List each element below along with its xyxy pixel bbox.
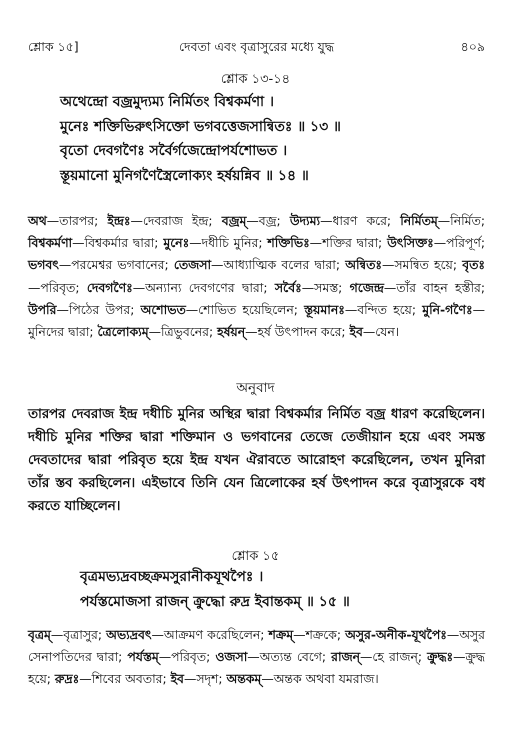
synonym-dash: — [433, 235, 447, 251]
page-number: ৪০৯ [460, 39, 485, 54]
synonym-meaning: নির্মিত; [450, 213, 485, 228]
synonym-meaning: হে রাজন্; [372, 649, 428, 665]
synonym-meaning: বৃত্রাসুর; [63, 627, 107, 642]
synonym-meaning: দধীচি মুনির; [201, 235, 268, 251]
synonym-dash: — [320, 213, 333, 228]
synonym-dash: — [151, 627, 164, 642]
synonym-term: নির্মিতম্ [400, 213, 438, 228]
synonym-dash: — [58, 257, 72, 273]
synonym-meaning: দেবরাজ ইন্দ্র; [142, 213, 222, 228]
synonym-meaning: আক্রমণ করেছিলেন; [163, 627, 269, 642]
synonym-dash: — [245, 324, 258, 340]
synonym-term: বজ্রম্ [221, 213, 247, 228]
synonym-term: স্তূয়মানঃ [304, 301, 345, 317]
synonym-term: অথ [28, 213, 47, 228]
shloka-15-verse [80, 565, 481, 614]
synonym-meaning: ক্রুদ্ধ হয়ে; [28, 649, 485, 687]
synonym-term: মুনি-গণৈঃ [422, 301, 473, 317]
synonym-term: অন্বিতঃ [345, 257, 382, 273]
synonym-term: হর্ষয়ন্ [217, 324, 246, 340]
synonym-meaning: সমন্বিত হয়ে; [394, 257, 463, 273]
synonym-meaning: শোভিত হয়েছিলেন; [198, 301, 305, 317]
shloka-13-14-label: শ্লোক ১৩-১৪ [220, 72, 291, 87]
running-header [28, 40, 485, 58]
synonym-dash: — [183, 671, 197, 687]
synonym-dash: — [381, 257, 395, 273]
synonym-term: তেজসা [173, 257, 212, 273]
synonym-meaning: ধারণ করে; [332, 213, 401, 228]
synonym-meaning: অসুর সেনাপতিদের দ্বারা; [28, 627, 485, 665]
synonym-dash: — [472, 301, 485, 317]
synonym-dash: — [211, 257, 224, 273]
synonym-meaning: পরিবৃত; [40, 279, 87, 295]
synonym-meaning: বিশ্বকর্মার দ্বারা; [84, 235, 164, 251]
synonym-dash: — [132, 279, 146, 295]
synonym-term: ইব [349, 324, 363, 340]
synonym-term: গজেন্দ্র [349, 279, 384, 295]
synonym-meaning: ত্রিভুবনের; [161, 324, 218, 340]
synonym-dash: — [453, 649, 466, 665]
synonym-dash: — [247, 649, 260, 665]
header-chapter-title: দেবতা এবং বৃত্রাসুরের মধ্যে যুদ্ধ [178, 39, 335, 54]
synonym-dash: — [446, 627, 460, 642]
synonym-term: ওজসা [215, 649, 248, 665]
synonym-term: শক্তিভিঃ [267, 235, 310, 251]
synonym-dash: — [362, 324, 376, 340]
synonym-dash: — [360, 649, 373, 665]
synonym-term: ইব [170, 671, 184, 687]
synonym-dash: — [72, 235, 85, 251]
synonym-term: দেবগণৈঃ [86, 279, 133, 295]
synonym-meaning: পিঠের উপর; [68, 301, 141, 317]
synonym-meaning: অন্তক অথবা যমরাজ। [273, 671, 379, 687]
synonym-meaning: হর্ষ উৎপাদন করে; [257, 324, 350, 340]
synonym-term: রাজন্ [331, 649, 361, 665]
synonym-meaning: তাঁর বাহন হস্তীর; [396, 279, 485, 295]
synonym-dash: — [344, 301, 358, 317]
synonym-term: শক্রম্ [268, 627, 294, 642]
shloka-15-synonyms [28, 624, 485, 691]
synonym-meaning: তারপর; [59, 213, 108, 228]
synonym-term: অসুর-অনীক-যূথপৈঃ [345, 627, 447, 642]
synonym-meaning: বজ্র; [258, 213, 290, 228]
verse-line: বৃতো দেবগণৈঃ সর্বৈর্গজেন্দ্রোপর্যশোভত । [60, 143, 288, 159]
synonym-meaning: অত্যন্ত বেগে; [259, 649, 332, 665]
synonym-dash: — [28, 279, 41, 295]
synonym-term: মুনেঃ [163, 235, 190, 251]
synonym-meaning: সমস্ত; [314, 279, 350, 295]
synonym-term: ক্রুদ্ধঃ [427, 649, 454, 665]
synonym-term: বিশ্বকর্মণা [28, 235, 73, 251]
synonym-dash: — [301, 279, 315, 295]
synonym-dash: — [46, 213, 60, 228]
verse-line: অথেন্দ্রো বজ্রমুদ্যম্য নির্মিতং বিশ্বকর্মণা । [60, 94, 274, 110]
synonym-dash: — [130, 213, 143, 228]
synonym-term: সর্বৈঃ [274, 279, 302, 295]
synonym-term: রুদ্রঃ [54, 671, 80, 687]
synonym-term: উৎসিক্তঃ [387, 235, 434, 251]
synonym-term: বৃতঃ [462, 257, 486, 273]
synonym-meaning: শক্রকে; [305, 627, 346, 642]
verse-line: মুনেঃ শক্তিভিরুৎসিক্তো ভগবত্তেজসান্বিতঃ ॥ ১৩ ॥ [60, 118, 341, 135]
synonym-term: পর্যস্তম্ [127, 649, 159, 665]
synonym-meaning: অন্যান্য দেবগণের দ্বারা; [145, 279, 275, 295]
synonym-dash: — [293, 627, 306, 642]
synonym-term: ভগবৎ [28, 257, 59, 273]
synonym-dash: — [50, 627, 64, 642]
synonym-meaning: শিবের অবতার; [91, 671, 171, 687]
synonym-term: ত্রৈলোক্যম্ [97, 324, 149, 340]
synonym-dash: — [246, 213, 259, 228]
synonym-term: উদ্যম্য [289, 213, 321, 228]
synonym-meaning: শক্তির দ্বারা; [322, 235, 388, 251]
synonym-dash: — [158, 649, 172, 665]
synonym-term: উপরি [28, 301, 57, 317]
synonym-meaning: আধ্যাত্মিক বলের দ্বারা; [223, 257, 346, 273]
synonym-dash: — [79, 671, 92, 687]
synonym-term: বৃত্রম্ [28, 627, 51, 642]
synonym-term: ইন্দ্রঃ [107, 213, 131, 228]
synonym-term: অভ্যদ্রবৎ [106, 627, 152, 642]
verse-line: বৃত্রমভ্যদ্রবচ্ছক্রমসুরানীকযূথপৈঃ । [80, 569, 264, 585]
synonym-term: অন্তকম্ [226, 671, 262, 687]
synonym-meaning: মুনিদের দ্বারা; [28, 324, 98, 340]
translation-text: তারপর দেবরাজ ইন্দ্র দধীচি মুনির অস্থির দ্বারা বিশ্বকর্মার নির্মিত বজ্র ধারণ করেছিলেন। দধীচি মুনির শক্তির দ্বারা শক্তিমান ও ভগবানের তেজে তেজীয়ান হয়ে এবং সমস্ত দেবতাদের দ্বারা পরিবৃত হয়ে ইন্দ্র যখন ঐরাবতে আরোহণ করেছিলেন, তখন মুনিরা তাঁর স্তব করছিলেন। এইভাবে তিনি যেন ত্রিলোকের হর্ষ উৎপাদন করে বৃত্রাসুরকে বধ করতে যাচ্ছিলেন। [28, 407, 485, 514]
header-verse-ref: শ্লোক ১৫] [28, 39, 79, 54]
synonym-meaning: পরমেশ্বর ভগবানের; [71, 257, 174, 273]
synonym-meaning: যেন। [375, 324, 400, 340]
synonym-meaning: পরিবৃত; [171, 649, 216, 665]
synonym-dash: — [437, 213, 451, 228]
synonym-dash: — [189, 235, 202, 251]
shloka-15-label: শ্লোক ১৫ [231, 549, 280, 564]
verse-line: স্তূয়মানো মুনিগণৈস্ত্রৈলোক্যং হর্ষয়ন্নিব ॥ ১৪ ॥ [60, 167, 309, 184]
synonym-meaning: পরিপূর্ণ; [446, 235, 485, 251]
synonym-dash: — [309, 235, 323, 251]
synonym-dash: — [148, 324, 161, 340]
synonym-dash: — [185, 301, 199, 317]
synonym-meaning: সদৃশ; [196, 671, 227, 687]
synonym-meaning: বন্দিত হয়ে; [357, 301, 423, 317]
verse-line: পর্যস্তমোজসা রাজন্ ক্রুদ্ধো রুদ্র ইবান্তকম্ ॥ ১৫ ॥ [80, 593, 350, 610]
synonym-dash: — [383, 279, 397, 295]
synonym-dash: — [261, 671, 274, 687]
synonym-term: অশোভত [140, 301, 186, 317]
shloka-13-14-verse [60, 90, 481, 188]
synonym-dash: — [56, 301, 69, 317]
translation-heading: অনুবাদ [236, 380, 275, 396]
shloka-13-14-synonyms [28, 210, 485, 343]
